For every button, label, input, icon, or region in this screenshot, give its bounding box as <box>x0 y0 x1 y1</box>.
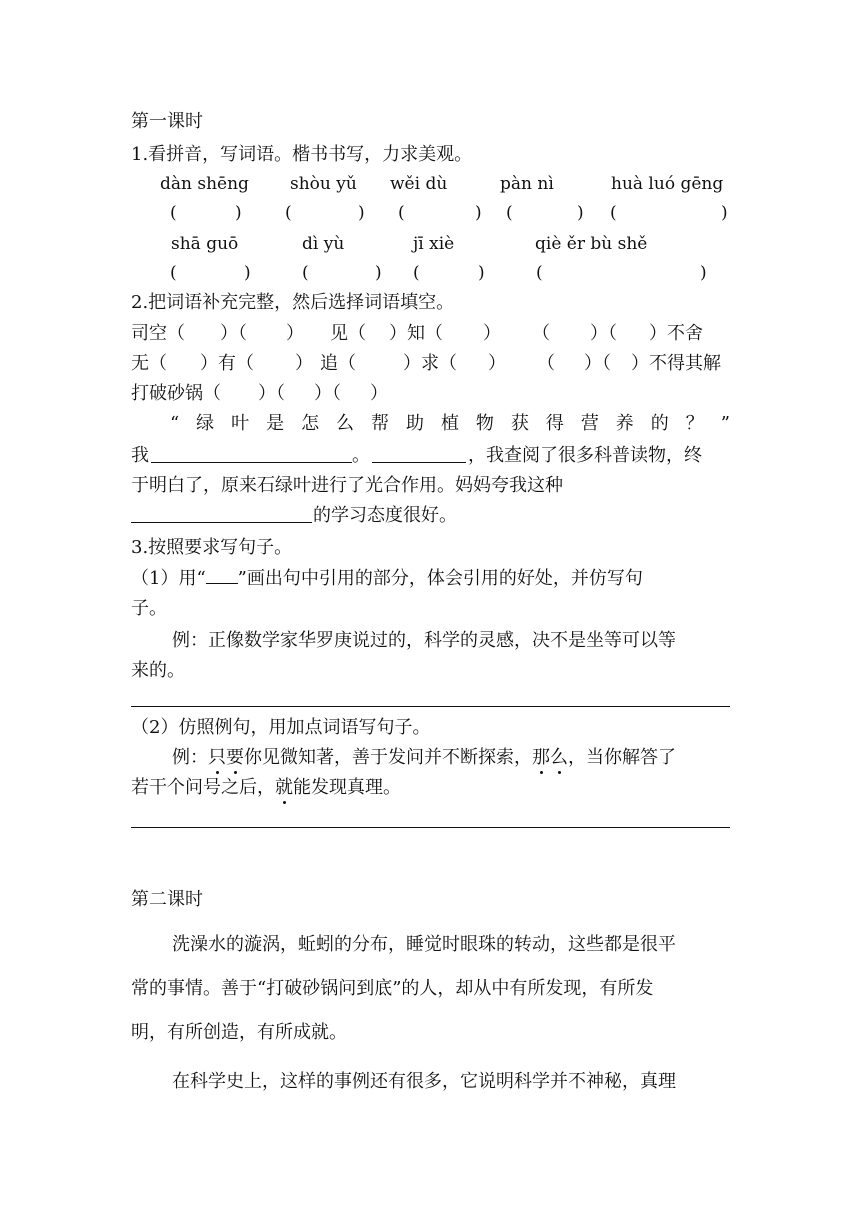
quote-char: 的 <box>650 413 669 434</box>
lesson2-heading: 第二课时 <box>131 889 203 910</box>
q3-part1-b: ”画出句中引用的部分，体会引用的好处，并仿写句 <box>237 568 643 589</box>
paren-open: ( <box>610 203 617 223</box>
paren-close: ) <box>375 263 382 283</box>
pinyin-4: pàn nì <box>500 174 554 194</box>
paren-close: ) <box>700 263 707 283</box>
answer-line-1[interactable] <box>131 706 730 707</box>
q3-part1-line <box>131 568 643 590</box>
answer-line-2[interactable] <box>131 827 730 828</box>
paren-open: ( <box>398 203 405 223</box>
idiom-4-b: ）有（ <box>200 353 254 374</box>
dotted-char: 么 <box>550 747 568 768</box>
fill-line-a-mid: 。 <box>352 445 370 466</box>
idiom-5-b: ）求（ <box>403 353 457 374</box>
quote-char: “ <box>170 413 180 434</box>
idiom-3-c: ）不舍 <box>649 323 703 344</box>
example-1-a: 例：正像数学家华罗庚说过的，科学的灵感，决不是坐等可以等 <box>172 630 676 651</box>
paren-open: ( <box>536 263 543 283</box>
fill-line-a-end: ，我查阅了很多科普读物，终 <box>468 445 702 466</box>
paren-open: ( <box>170 263 177 283</box>
quote-char: 助 <box>405 413 424 434</box>
pinyin-3: wěi dù <box>390 174 448 194</box>
pinyin-2: shòu yǔ <box>290 174 357 194</box>
fill-line-b: 于明白了，原来石绿叶进行了光合作用。妈妈夸我这种 <box>131 475 563 496</box>
quote-line <box>170 413 730 435</box>
quote-char: ？ <box>685 413 704 434</box>
paren-close: ) <box>358 203 365 223</box>
q3-part1-a: （1）用“ <box>131 568 206 589</box>
quote-char: 营 <box>580 413 599 434</box>
paren-open: ( <box>413 263 420 283</box>
idiom-5-a: 追（ <box>320 353 356 374</box>
idiom-2-a: 见（ <box>330 323 366 344</box>
paren-open: ( <box>285 203 292 223</box>
paren-close: ) <box>478 263 485 283</box>
q3-part2: （2）仿照例句，用加点词语写句子。 <box>131 717 431 738</box>
quote-char: 叶 <box>231 413 250 434</box>
idiom-4-c: ） <box>295 353 313 374</box>
example-2-a <box>172 747 676 769</box>
idiom-1-a: 司空（ <box>131 323 185 344</box>
example-1-b: 来的。 <box>131 660 185 681</box>
pinyin-7: dì yù <box>302 234 345 254</box>
example-2-b <box>131 777 401 799</box>
idiom-6-a: （ <box>537 353 555 374</box>
lesson2-para1-c: 明，有所创造，有所成就。 <box>131 1022 347 1043</box>
idiom-3-b: ）（ <box>590 323 617 344</box>
paren-open: ( <box>170 203 177 223</box>
q1-title: 1.看拼音，写词语。楷书书写，力求美观。 <box>131 144 473 165</box>
q3-title: 3.按照要求写句子。 <box>131 537 293 558</box>
idiom-3-a: （ <box>532 323 550 344</box>
paren-close: ) <box>721 203 728 223</box>
pinyin-6: shā guō <box>171 234 239 254</box>
idiom-7-b: ）（ <box>258 383 285 404</box>
example-2-seg: 若干个问号之后， <box>131 777 275 798</box>
fill-line-a-start: 我 <box>131 445 149 466</box>
paren-close: ) <box>475 203 482 223</box>
fill-blank-3[interactable] <box>131 522 312 523</box>
fill-blank-1[interactable] <box>151 462 352 463</box>
underline-sample <box>206 571 238 584</box>
quote-char: 植 <box>440 413 459 434</box>
idiom-2-b: ）知（ <box>389 323 443 344</box>
idiom-4-a: 无（ <box>131 353 167 374</box>
example-2-seg: 能发现真理。 <box>293 777 401 798</box>
q2-title: 2.把词语补充完整，然后选择词语填空。 <box>131 292 455 313</box>
paren-close: ) <box>235 203 242 223</box>
idiom-7-c: ）（ <box>314 383 341 404</box>
idiom-1-b: ）（ <box>220 323 247 344</box>
pinyin-9: qiè ěr bù shě <box>535 234 648 254</box>
paren-open: ( <box>506 203 513 223</box>
dotted-char: 只 <box>208 747 226 768</box>
quote-char: 养 <box>615 413 634 434</box>
idiom-1-c: ） <box>286 323 304 344</box>
example-2-seg: 例： <box>172 747 208 768</box>
quote-char: 绿 <box>196 413 215 434</box>
dotted-char: 就 <box>275 777 293 798</box>
example-2-seg: 你见微知著，善于发问并不断探索， <box>244 747 532 768</box>
quote-char: 是 <box>266 413 285 434</box>
quote-char: 么 <box>336 413 355 434</box>
pinyin-1: dàn shēng <box>160 174 249 194</box>
quote-char: ” <box>720 413 730 434</box>
pinyin-5: huà luó gēng <box>611 174 724 194</box>
idiom-5-c: ） <box>488 353 506 374</box>
lesson2-para1-a: 洗澡水的漩涡，蚯蚓的分布，睡觉时眼珠的转动，这些都是很平 <box>172 934 676 955</box>
idiom-7-a: 打破砂锅（ <box>131 383 221 404</box>
lesson2-para2-a: 在科学史上，这样的事例还有很多，它说明科学并不神秘，真理 <box>172 1071 676 1092</box>
idiom-7-d: ） <box>370 383 388 404</box>
paren-close: ) <box>244 263 251 283</box>
idiom-2-c: ） <box>483 323 501 344</box>
lesson2-para1-b: 常的事情。善于“打破砂锅问到底”的人，却从中有所发现，有所发 <box>131 978 654 999</box>
pinyin-8: jī xiè <box>413 234 455 254</box>
q3-part1-c: 子。 <box>131 598 167 619</box>
dotted-char: 那 <box>532 747 550 768</box>
quote-char: 物 <box>475 413 494 434</box>
paren-open: ( <box>302 263 309 283</box>
fill-line-c-end: 的学习态度很好。 <box>313 505 457 526</box>
paren-close: ) <box>577 203 584 223</box>
quote-char: 怎 <box>301 413 320 434</box>
idiom-6-c: ）不得其解 <box>631 353 721 374</box>
example-2-seg: ，当你解答了 <box>568 747 676 768</box>
fill-blank-2[interactable] <box>372 462 466 463</box>
quote-char: 得 <box>545 413 564 434</box>
dotted-char: 要 <box>226 747 244 768</box>
quote-char: 获 <box>510 413 529 434</box>
quote-char: 帮 <box>371 413 390 434</box>
lesson1-heading: 第一课时 <box>131 111 203 132</box>
idiom-6-b: ）（ <box>584 353 611 374</box>
